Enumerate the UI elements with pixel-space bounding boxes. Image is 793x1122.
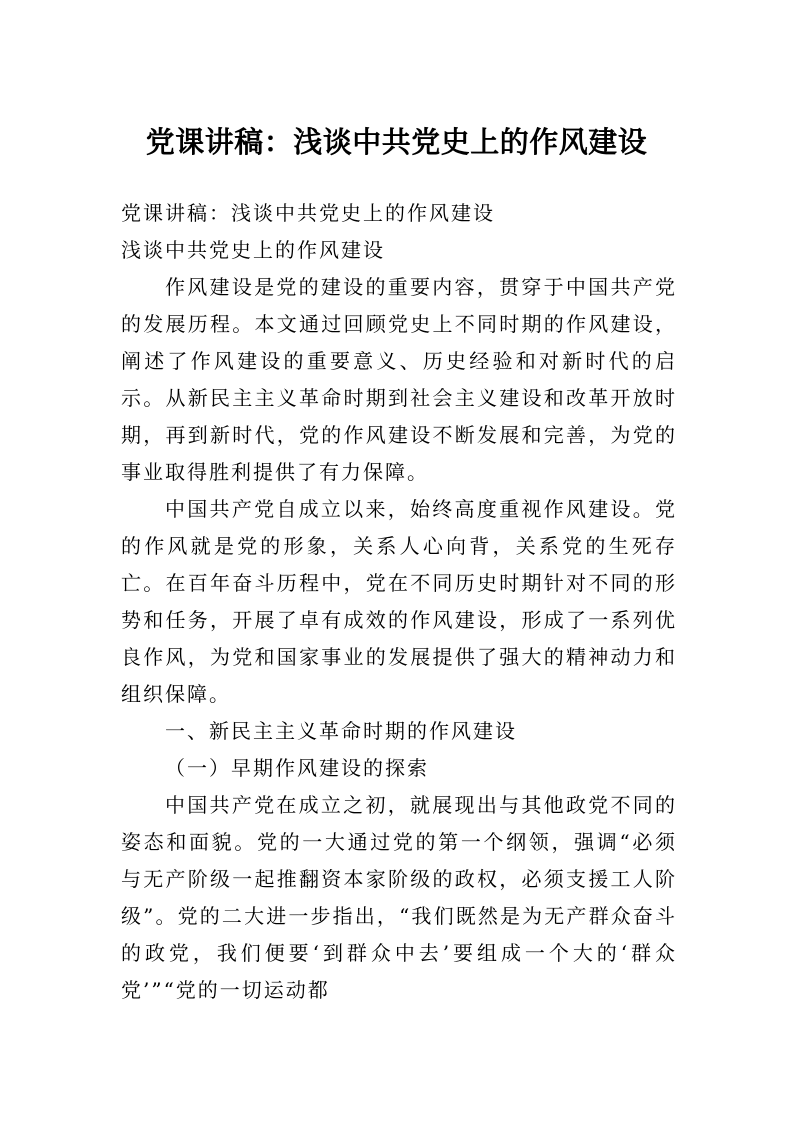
subtitle-line: 浅谈中共党史上的作风建设	[121, 238, 385, 262]
document-title: 党课讲稿：浅谈中共党史上的作风建设	[145, 125, 648, 159]
body-paragraph: 中国共产党自成立以来，始终高度重视作风建设。党的作风就是党的形象，关系人心向背，关系党的生死存亡。在百年奋斗历程中，党在不同历史时期针对不同的形势和任务，开展了卓有成效的作风建设，形成了一系列优良作风，为党和国家事业的发展提供了强大的精神动力和组织保障。	[121, 497, 677, 706]
section-heading: 一、新民主主义革命时期的作风建设	[165, 719, 517, 743]
document-body	[121, 195, 677, 1009]
subsection-heading: （一）早期作风建设的探索	[165, 756, 429, 780]
body-paragraph: 作风建设是党的建设的重要内容，贯穿于中国共产党的发展历程。本文通过回顾党史上不同时期的作风建设，阐述了作风建设的重要意义、历史经验和对新时代的启示。从新民主主义革命时期到社会主义建设和改革开放时期，再到新时代，党的作风建设不断发展和完善，为党的事业取得胜利提供了有力保障。	[121, 275, 677, 484]
body-paragraph: 中国共产党在成立之初，就展现出与其他政党不同的姿态和面貌。党的一大通过党的第一个纲领，强调“必须与无产阶级一起推翻资本家阶级的政权，必须支援工人阶级”。党的二大进一步指出，“我们既然是为无产群众奋斗的政党，我们便要‘到群众中去’要组成一个大的‘群众党’”“党的一切运动都	[121, 793, 677, 1002]
subtitle-line: 党课讲稿：浅谈中共党史上的作风建设	[121, 201, 495, 225]
